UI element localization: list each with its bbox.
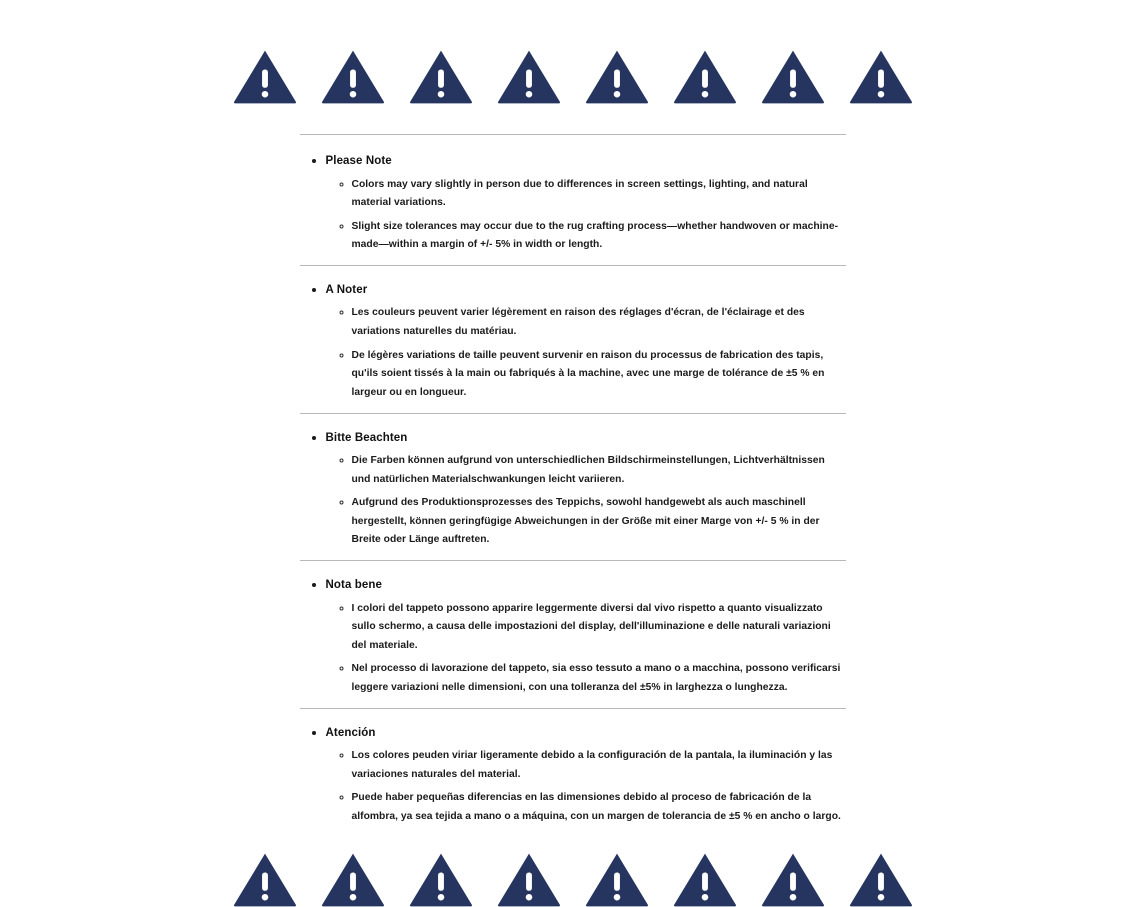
note-heading-item [326, 428, 846, 549]
warning-triangle-icon [584, 851, 650, 907]
note-detail-item: ◦ De légères variations de taille peuvent survenir en raison du processus de fabrication des tapis, qu'ils soient tissés à la main ou fabriqués à la machine, avec une marge de tolérance de ±5 % en largeur ou en longueur. [352, 345, 846, 401]
document-page [0, 48, 1145, 906]
divider [300, 265, 846, 266]
warning-triangle-icon [320, 48, 386, 104]
note-title: Bitte Beachten [325, 431, 408, 444]
note-block [300, 280, 846, 401]
warning-triangle-icon [408, 851, 474, 907]
note-block [300, 723, 846, 825]
note-detail-item: ◦ Colors may vary slightly in person due to differences in screen settings, lighting, and natural material variations. [352, 174, 846, 211]
note-detail-item: ◦ Puede haber pequeñas diferencias en las dimensiones debido al proceso de fabricación de la alfombra, ya sea tejida a mano o a máquina, con un margen de tolerancia de ±5 % en ancho o largo. [352, 787, 846, 824]
warning-triangle-icon [848, 48, 914, 104]
divider-top [300, 134, 846, 135]
warning-triangle-icon [672, 851, 738, 907]
note-heading-item [326, 151, 846, 253]
note-block [300, 151, 846, 253]
warning-triangle-icon [584, 48, 650, 104]
note-title: A Noter [325, 283, 368, 296]
warning-triangle-icon [232, 48, 298, 104]
divider [300, 560, 846, 561]
note-title: Please Note [325, 155, 392, 167]
note-detail-item: ◦ Aufgrund des Produktionsprozesses des Teppichs, sowohl handgewebt als auch maschinell hergestellt, können geringfügige Abweichungen in der Größe mit einer Marge von +/- 5 % in der Breite oder Länge auftreten. [352, 492, 846, 548]
note-detail-item: ◦ Les couleurs peuvent varier légèrement en raison des réglages d'écran, de l'éclairage et des variations naturelles du matériau. [352, 302, 846, 339]
warning-triangle-icon [672, 48, 738, 104]
note-detail-item: ◦ Nel processo di lavorazione del tappeto, sia esso tessuto a mano o a macchina, possono verificarsi leggere variazioni nelle dimensioni, con una tolleranza del ±5% in larghezza o lunghezza. [352, 658, 846, 695]
warning-triangle-icon [408, 48, 474, 104]
divider [300, 708, 846, 709]
note-heading-item [326, 723, 846, 825]
note-detail-item: ◦ Los colores peuden viriar ligeramente debido a la configuración de la pantala, la iluminación y las variaciones naturales del material. [352, 745, 846, 782]
notes-content [300, 134, 846, 825]
warning-triangle-icon [760, 48, 826, 104]
divider [300, 413, 846, 414]
note-title: Atención [325, 726, 376, 739]
note-detail-item: ◦ Die Farben können aufgrund von unterschiedlichen Bildschirmeinstellungen, Lichtverhältnissen und natürlichen Materialschwankungen leicht variieren. [352, 450, 846, 487]
note-detail-item: ◦ I colori del tappeto possono apparire leggermente diversi dal vivo rispetto a quanto visualizzato sullo schermo, a causa delle impostazioni del display, dell'illuminazione e delle naturali variazioni del materiale. [352, 598, 846, 654]
note-title: Nota bene [325, 579, 382, 592]
warning-triangle-icon [848, 851, 914, 907]
warning-icon-row-bottom [0, 851, 1145, 907]
warning-triangle-icon [496, 851, 562, 907]
note-block [300, 575, 846, 696]
note-heading-item [326, 575, 846, 696]
warning-triangle-icon [320, 851, 386, 907]
warning-triangle-icon [232, 851, 298, 907]
warning-triangle-icon [760, 851, 826, 907]
note-heading-item [326, 280, 846, 401]
warning-icon-row-top [0, 48, 1145, 104]
note-block [300, 428, 846, 549]
warning-triangle-icon [496, 48, 562, 104]
note-detail-item: ◦ Slight size tolerances may occur due to the rug crafting process—whether handwoven or machine-made—within a margin of +/- 5% in width or length. [352, 216, 846, 253]
